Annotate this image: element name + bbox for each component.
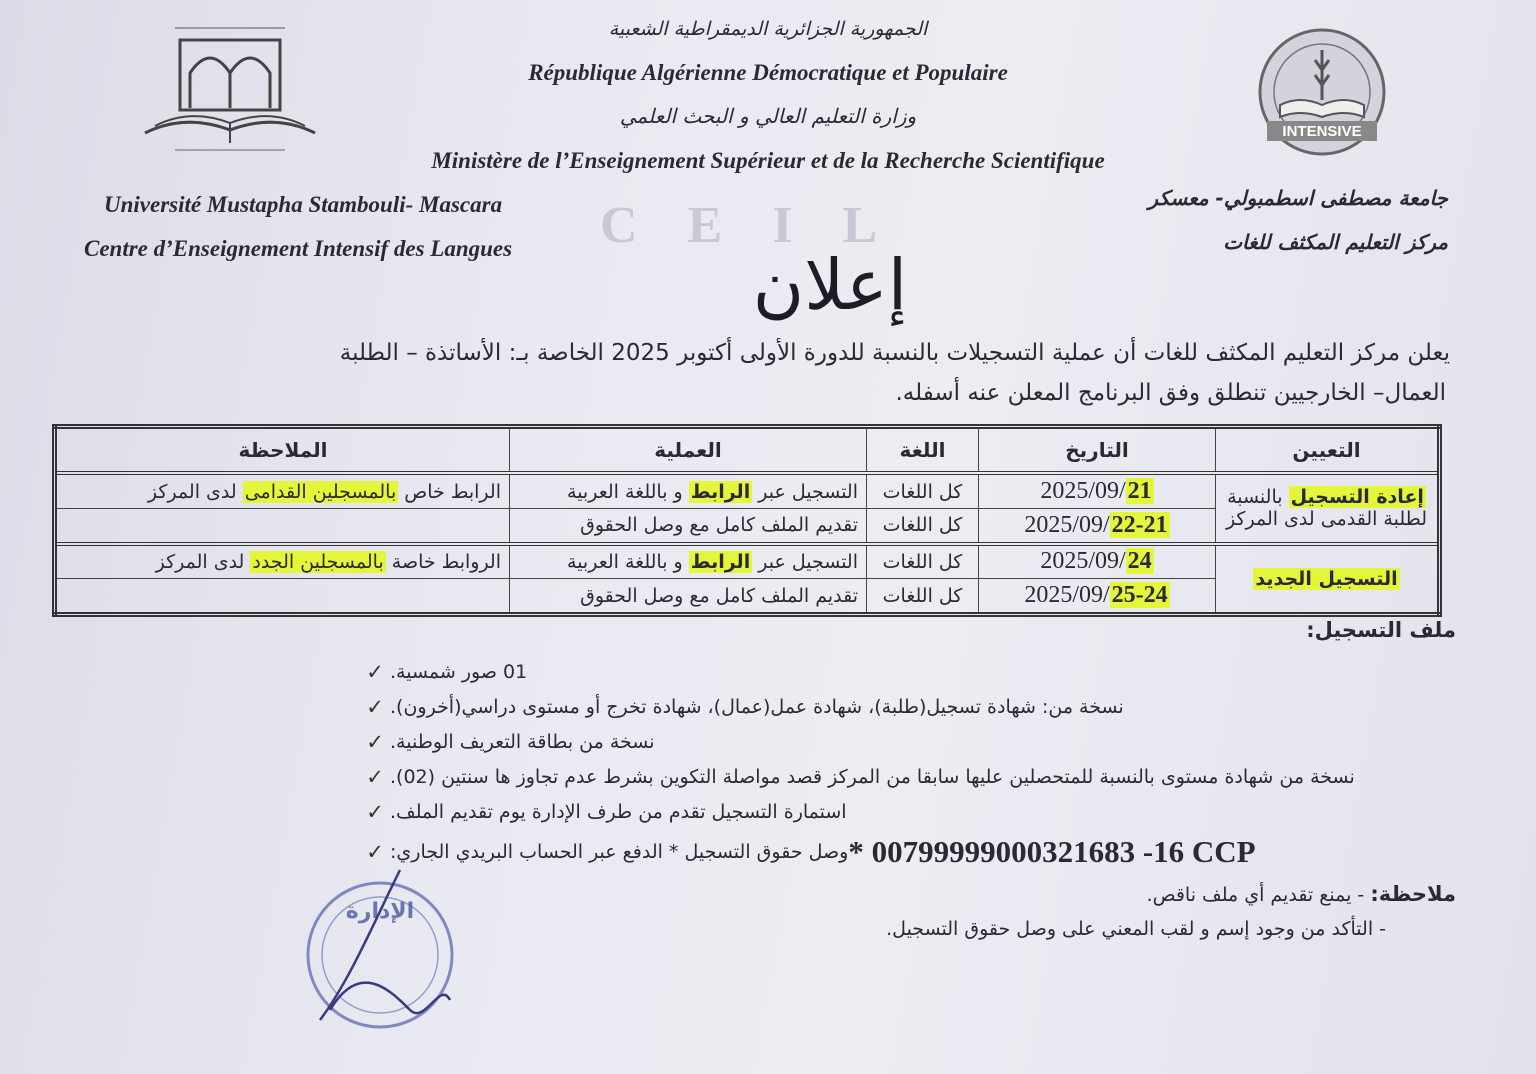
note-text: الروابط خاصة xyxy=(385,550,501,573)
header-designation: التعيين xyxy=(1216,427,1440,474)
list-item-text: نسخة من بطاقة التعريف الوطنية. xyxy=(390,731,655,753)
stamp-text: الإدارة xyxy=(345,899,415,924)
table-header-row xyxy=(55,427,1440,474)
operation-text: التسجيل عبر xyxy=(752,480,858,503)
operation-text: التسجيل عبر xyxy=(752,550,858,573)
date-prefix: 2025/09/ xyxy=(1040,478,1126,505)
list-item-text: نسخة من: شهادة تسجيل(طلبة)، شهادة عمل(عمال)، شهادة تخرج أو مستوى دراسي(أخرون). xyxy=(390,696,1124,718)
date-cell xyxy=(979,544,1216,579)
designation-highlight: إعادة التسجيل xyxy=(1290,486,1424,509)
date-prefix: 2025/09/ xyxy=(1024,582,1110,609)
note-cell xyxy=(55,473,510,508)
note-text-end: لدى المركز xyxy=(155,550,251,573)
ceil-logo xyxy=(1235,25,1410,160)
language-cell: كل اللغات xyxy=(867,508,979,543)
file-heading: ملف التسجيل: xyxy=(1306,618,1456,642)
check-icon: ✓ xyxy=(366,840,384,864)
check-icon: ✓ xyxy=(366,695,384,719)
intro-line-2: العمال– الخارجيين تنطلق وفق البرنامج المعلن عنه أسفله. xyxy=(895,380,1446,406)
list-item xyxy=(360,830,1450,874)
date-cell xyxy=(979,473,1216,508)
designation-highlight: التسجيل الجديد xyxy=(1255,567,1398,590)
date-prefix: 2025/09/ xyxy=(1040,548,1126,575)
center-arabic: مركز التعليم المكثف للغات xyxy=(1223,230,1448,254)
check-icon: ✓ xyxy=(366,765,384,789)
date-highlight: 24 xyxy=(1127,548,1152,575)
operation-cell xyxy=(510,473,867,508)
note-text-end: لدى المركز xyxy=(147,480,243,503)
list-item xyxy=(360,725,1450,760)
note-label: ملاحظة: xyxy=(1370,882,1456,906)
note-text: الرابط خاص xyxy=(398,480,501,503)
note-cell xyxy=(55,508,510,543)
link-highlight: الرابط xyxy=(690,480,751,503)
note-line-1 xyxy=(800,882,1456,918)
check-icon: ✓ xyxy=(366,800,384,824)
university-french: Université Mustapha Stambouli- Mascara xyxy=(104,192,503,217)
operation-cell: تقديم الملف كامل مع وصل الحقوق xyxy=(510,508,867,543)
header-language: اللغة xyxy=(867,427,979,474)
note-section xyxy=(800,882,1456,940)
operation-cell: تقديم الملف كامل مع وصل الحقوق xyxy=(510,579,867,615)
list-item-text: نسخة من شهادة مستوى بالنسبة للمتحصلين عليها سابقا من المركز قصد مواصلة التكوين بشرط عدم تجاوز ها سنتين (02). xyxy=(390,766,1355,788)
language-cell: كل اللغات xyxy=(867,579,979,615)
date-highlight: 25-24 xyxy=(1111,582,1168,609)
administration-stamp xyxy=(290,860,470,1040)
date-cell xyxy=(979,508,1216,543)
ccp-account: * 00799999000321683 -16 CCP xyxy=(848,834,1256,869)
note-cell xyxy=(55,544,510,579)
required-documents-list xyxy=(360,655,1450,874)
date-prefix: 2025/09/ xyxy=(1024,511,1110,538)
logo-intensive-text: INTENSIVE xyxy=(1282,123,1362,140)
list-item xyxy=(360,760,1450,795)
announcement-title: إعلان xyxy=(752,244,908,326)
university-arabic: جامعة مصطفى اسطمبولي- معسكر xyxy=(1148,186,1448,210)
link-highlight: الرابط xyxy=(690,550,751,573)
language-cell: كل اللغات xyxy=(867,473,979,508)
table-row xyxy=(55,473,1440,508)
ministry-french: Ministère de l’Enseignement Supérieur et de la Recherche Scientifique xyxy=(431,148,1105,173)
ceil-watermark: CEIL xyxy=(600,197,928,254)
list-item xyxy=(360,690,1450,725)
header-date: التاريخ xyxy=(979,427,1216,474)
header-note: الملاحظة xyxy=(55,427,510,474)
designation-text: بالنسبة لطلبة القدمى لدى المركز xyxy=(1225,486,1428,531)
check-icon: ✓ xyxy=(366,730,384,754)
header-operation: العملية xyxy=(510,427,867,474)
language-cell: كل اللغات xyxy=(867,544,979,579)
list-item-text: 01 صور شمسية. xyxy=(390,661,528,683)
date-cell xyxy=(979,579,1216,615)
date-highlight: 21 xyxy=(1127,478,1152,505)
note-line-2: - التأكد من وجود إسم و لقب المعني على وصل حقوق التسجيل. xyxy=(886,918,1386,940)
center-french: Centre d’Enseignement Intensif des Langues xyxy=(84,236,513,261)
intro-line-1: يعلن مركز التعليم المكثف للغات أن عملية التسجيلات بالنسبة للدورة الأولى أكتوبر 2025 الخاصة بـ: الأساتذة – الطلبة xyxy=(339,340,1450,366)
operation-text-end: و باللغة العربية xyxy=(567,550,689,573)
date-highlight: 22-21 xyxy=(1111,511,1168,538)
list-item-text: استمارة التسجيل تقدم من طرف الإدارة يوم تقديم الملف. xyxy=(390,801,847,823)
note-highlight: بالمسجلين القدامى xyxy=(244,480,397,503)
designation-cell xyxy=(1216,473,1440,543)
note-cell xyxy=(55,579,510,615)
republic-arabic: الجمهورية الجزائرية الديمقراطية الشعبية xyxy=(608,18,928,40)
check-icon: ✓ xyxy=(366,660,384,684)
republic-french: République Algérienne Démocratique et Populaire xyxy=(528,60,1008,85)
operation-text-end: و باللغة العربية xyxy=(567,480,689,503)
note-text-1: - يمنع تقديم أي ملف ناقص. xyxy=(1146,884,1365,906)
note-highlight: بالمسجلين الجدد xyxy=(252,550,384,573)
operation-cell xyxy=(510,544,867,579)
designation-cell xyxy=(1216,544,1440,615)
registration-schedule-table xyxy=(52,424,1442,617)
list-item xyxy=(360,655,1450,690)
table-row xyxy=(55,544,1440,579)
ministry-arabic: وزارة التعليم العالي و البحث العلمي xyxy=(619,104,917,128)
list-item xyxy=(360,795,1450,830)
fee-text: وصل حقوق التسجيل * الدفع عبر الحساب البريدي الجاري: xyxy=(390,841,849,863)
